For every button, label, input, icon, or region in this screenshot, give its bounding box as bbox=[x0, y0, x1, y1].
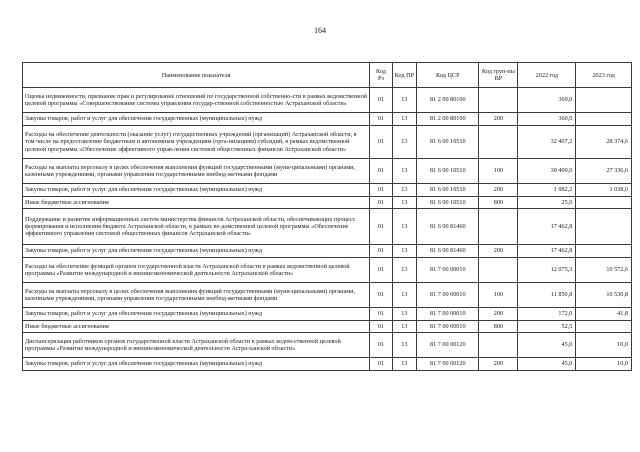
row-name: Расходы на обеспечение деятельности (оказание услуг) государственных учреждений (организаций) Астраханской области, в том числе на предоставление бюджетным и автономным учреждениям (орга-низациям) субсидий, в рамках ведомственной целевой программы «Обеспечение эффективного управ-ления системой общественных финансов Астраханской области» bbox=[23, 126, 370, 159]
header-csr: Код ЦСР bbox=[417, 63, 479, 88]
table-row bbox=[23, 159, 632, 184]
row-pr: 13 bbox=[392, 159, 416, 184]
row-rz: 01 bbox=[370, 308, 392, 321]
row-2022: 1 982,2 bbox=[518, 184, 576, 197]
row-csr: 81 6 00 81460 bbox=[417, 209, 479, 245]
budget-table bbox=[22, 62, 632, 371]
row-rz: 01 bbox=[370, 197, 392, 209]
row-vr: 200 bbox=[479, 358, 518, 371]
row-2023: 1 038,0 bbox=[576, 184, 632, 197]
row-vr: 800 bbox=[479, 197, 518, 209]
row-pr: 13 bbox=[392, 358, 416, 371]
row-pr: 13 bbox=[392, 308, 416, 321]
row-2022: 360,0 bbox=[518, 88, 576, 113]
row-pr: 13 bbox=[392, 184, 416, 197]
table-row bbox=[23, 209, 632, 245]
row-2023 bbox=[576, 197, 632, 209]
table-row bbox=[23, 184, 632, 197]
row-csr: 81 7 00 00010 bbox=[417, 321, 479, 333]
row-2022: 32 407,2 bbox=[518, 126, 576, 159]
row-pr: 13 bbox=[392, 333, 416, 358]
row-pr: 13 bbox=[392, 245, 416, 258]
row-vr bbox=[479, 126, 518, 159]
row-2023: 10,0 bbox=[576, 333, 632, 358]
row-2023 bbox=[576, 113, 632, 126]
row-2022: 45,0 bbox=[518, 358, 576, 371]
row-csr: 81 6 00 10510 bbox=[417, 184, 479, 197]
row-rz: 01 bbox=[370, 184, 392, 197]
row-vr: 200 bbox=[479, 308, 518, 321]
row-2022: 25,0 bbox=[518, 197, 576, 209]
row-2023: 10 530,8 bbox=[576, 283, 632, 308]
row-2022: 12 075,3 bbox=[518, 258, 576, 283]
row-csr: 81 2 00 80100 bbox=[417, 113, 479, 126]
row-csr: 81 7 00 00010 bbox=[417, 308, 479, 321]
row-pr: 13 bbox=[392, 113, 416, 126]
row-vr: 100 bbox=[479, 283, 518, 308]
row-csr: 81 6 00 81460 bbox=[417, 245, 479, 258]
row-csr: 81 6 00 10510 bbox=[417, 197, 479, 209]
table-row bbox=[23, 321, 632, 333]
header-2023: 2023 год bbox=[576, 63, 632, 88]
row-vr bbox=[479, 88, 518, 113]
row-pr: 13 bbox=[392, 126, 416, 159]
row-vr: 200 bbox=[479, 113, 518, 126]
row-2022: 172,0 bbox=[518, 308, 576, 321]
row-rz: 01 bbox=[370, 358, 392, 371]
row-name: Закупка товаров, работ и услуг для обеспечения государственных (муниципальных) нужд bbox=[23, 184, 370, 197]
header-rz: Код Рз bbox=[370, 63, 392, 88]
row-csr: 81 7 00 00010 bbox=[417, 258, 479, 283]
row-2022: 52,5 bbox=[518, 321, 576, 333]
row-pr: 13 bbox=[392, 321, 416, 333]
row-rz: 01 bbox=[370, 113, 392, 126]
table-row bbox=[23, 258, 632, 283]
row-2023 bbox=[576, 88, 632, 113]
row-csr: 81 6 00 10510 bbox=[417, 126, 479, 159]
header-name: Наименование показателя bbox=[23, 63, 370, 88]
row-2023: 41,8 bbox=[576, 308, 632, 321]
row-csr: 81 7 00 00120 bbox=[417, 358, 479, 371]
row-vr: 800 bbox=[479, 321, 518, 333]
row-name: Диспансеризация работников органов государственной власти Астраханской области в рамках ведом-ственной целевой программы «Развитие международной и внешнеэкономической деятельности Астра-ханской области» bbox=[23, 333, 370, 358]
row-name: Закупка товаров, работ и услуг для обеспечения государственных (муниципальных) нужд bbox=[23, 308, 370, 321]
row-name: Расходы на выплаты персоналу в целях обеспечения выполнения функций государственными (муни-ципальными) органами, казенными учреждениями, органами управления государственными внебюд-жетными фондами bbox=[23, 159, 370, 184]
row-csr: 81 7 00 00120 bbox=[417, 333, 479, 358]
row-name: Расходы на обеспечение функций органов государственной власти Астраханской области в рамках ведомственной целевой программы «Развитие международной и внешнеэкономической деятельности Астраханской области» bbox=[23, 258, 370, 283]
row-rz: 01 bbox=[370, 321, 392, 333]
row-2023 bbox=[576, 321, 632, 333]
row-rz: 01 bbox=[370, 159, 392, 184]
row-vr bbox=[479, 333, 518, 358]
row-2022: 360,0 bbox=[518, 113, 576, 126]
row-rz: 01 bbox=[370, 245, 392, 258]
row-2023: 10,0 bbox=[576, 358, 632, 371]
row-rz: 01 bbox=[370, 283, 392, 308]
table-row bbox=[23, 283, 632, 308]
row-2022: 11 850,8 bbox=[518, 283, 576, 308]
header-vr: Код груп-пы ВР bbox=[479, 63, 518, 88]
row-csr: 81 2 00 80100 bbox=[417, 88, 479, 113]
row-rz: 01 bbox=[370, 209, 392, 245]
row-2022: 45,0 bbox=[518, 333, 576, 358]
row-pr: 13 bbox=[392, 283, 416, 308]
row-name: Оценка недвижимости, признание прав и регулирование отношений по государственной собственно-сти в рамках ведомственной целевой программы «Совершенствование системы управления государ-ственной собственностью Астраханской области» bbox=[23, 88, 370, 113]
row-csr: 81 6 00 10510 bbox=[417, 159, 479, 184]
row-csr: 81 7 00 00010 bbox=[417, 283, 479, 308]
row-2023 bbox=[576, 209, 632, 245]
table-row bbox=[23, 88, 632, 113]
row-rz: 01 bbox=[370, 126, 392, 159]
row-2022: 30 400,0 bbox=[518, 159, 576, 184]
row-name: Закупка товаров, работ и услуг для обеспечения государственных (муниципальных) нужд bbox=[23, 245, 370, 258]
table-row bbox=[23, 113, 632, 126]
row-rz: 01 bbox=[370, 88, 392, 113]
row-name: Иные бюджетные ассигнования bbox=[23, 321, 370, 333]
row-pr: 13 bbox=[392, 88, 416, 113]
row-name: Иные бюджетные ассигнования bbox=[23, 197, 370, 209]
table-row bbox=[23, 245, 632, 258]
row-2023: 28 374,6 bbox=[576, 126, 632, 159]
row-vr: 200 bbox=[479, 184, 518, 197]
row-name: Закупка товаров, работ и услуг для обеспечения государственных (муниципальных) нужд bbox=[23, 358, 370, 371]
row-pr: 13 bbox=[392, 258, 416, 283]
row-name: Поддержание и развитие информационных систем министерства финансов Астраханской области, обеспечивающих процесс формирования и исполнения бюджета Астраханской области, в рамках ве-домственной целевой программы «Обеспечение эффективного управления системой общественных финансов Астраханской области» bbox=[23, 209, 370, 245]
row-rz: 01 bbox=[370, 333, 392, 358]
header-pr: Код ПР bbox=[392, 63, 416, 88]
row-rz: 01 bbox=[370, 258, 392, 283]
row-vr bbox=[479, 258, 518, 283]
row-vr bbox=[479, 209, 518, 245]
table-row bbox=[23, 358, 632, 371]
row-pr: 13 bbox=[392, 209, 416, 245]
row-2023: 10 572,6 bbox=[576, 258, 632, 283]
row-vr: 200 bbox=[479, 245, 518, 258]
row-2022: 17 462,8 bbox=[518, 209, 576, 245]
row-vr: 100 bbox=[479, 159, 518, 184]
header-2022: 2022 год bbox=[518, 63, 576, 88]
row-2023 bbox=[576, 245, 632, 258]
row-2022: 17 462,8 bbox=[518, 245, 576, 258]
row-pr: 13 bbox=[392, 197, 416, 209]
table-row bbox=[23, 197, 632, 209]
table-row bbox=[23, 308, 632, 321]
table-header-row bbox=[23, 63, 632, 88]
row-name: Закупка товаров, работ и услуг для обеспечения государственных (муниципальных) нужд bbox=[23, 113, 370, 126]
row-name: Расходы на выплаты персоналу в целях обеспечения выполнения функций государственными (муни-ципальными) органами, казенными учреждениями, органами управления государственными внебюд-жетными фондами bbox=[23, 283, 370, 308]
table-row bbox=[23, 333, 632, 358]
table-row bbox=[23, 126, 632, 159]
row-2023: 27 336,6 bbox=[576, 159, 632, 184]
page-number: 164 bbox=[314, 26, 326, 35]
